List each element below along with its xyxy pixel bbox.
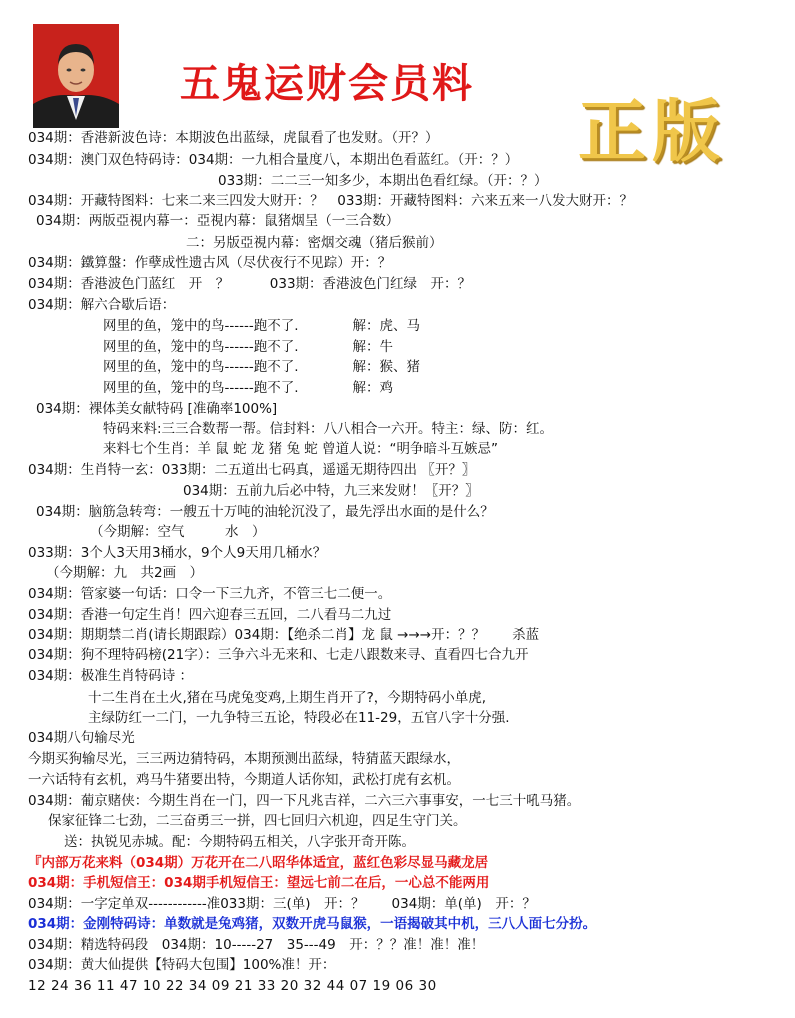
text-line: 034期：管家婆一句话：口令一下三九齐，不管三七二便一。	[28, 586, 392, 602]
text-line: 保家征锋二七劲，二三奋勇三一拼，四七回归六机迎，四足生守门关。	[48, 813, 467, 829]
text-line: 034期：脑筋急转弯：一艘五十万吨的油轮沉没了，最先浮出水面的是什么？	[36, 504, 494, 520]
text-line: 034期：香港新波色诗：本期波色出蓝绿，虎鼠看了也发财。（开？）	[28, 130, 439, 146]
text-line: 034期：五前九后必中特，九三来发财！〖开？〗	[183, 483, 479, 499]
text-line: 034期：极准生肖特码诗 ：	[28, 668, 194, 684]
text-line: （今期解：九 共2画 ）	[46, 565, 204, 581]
text-line: 主绿防红一二门，一九争特三五论，特段必在11-29，五官八字十分强.	[88, 710, 510, 726]
text-line: 今期买狗输尽光，三三两边猜特码，本期预测出蓝绿，特猜蓝天跟绿水，	[28, 751, 460, 767]
text-line-highlight: 034期：手机短信王：034期手机短信王：望远七前二在后，一心总不能两用	[28, 875, 490, 891]
text-line: 034期：狗不理特码榜(21字）：三争六斗无来和、七走八跟数来寻、直看四七合九开	[28, 647, 529, 663]
text-line: 034期：裸体美女献特码 [准确率100%]	[36, 401, 278, 417]
text-line: 034期：澳门双色特码诗：034期：一九相合量度八，本期出色看蓝红。（开：？）	[28, 152, 519, 168]
text-line: 一六话特有玄机，鸡马牛猪要出特，今期道人话你知，武松打虎有玄机。	[28, 772, 460, 788]
text-line: 034期：香港波色门蓝红 开 ？ 033期：香港波色门红绿 开：？	[28, 276, 472, 292]
text-line: 034期：鐵算盤：作孽成性遗古风（尽伏夜行不见踪）开：？	[28, 255, 392, 271]
text-line-highlight: 034期：金刚特码诗：单数就是兔鸡猪，双数开虎马鼠猴，一语揭破其中机，三八人面七分扮。	[28, 916, 597, 932]
text-line: 网里的鱼，笼中的鸟------跑不了. 解：鸡	[103, 380, 394, 396]
text-line: 网里的鱼，笼中的鸟------跑不了. 解：牛	[103, 339, 394, 355]
text-line: 034期：一字定单双------------准033期：三(单) 开：？ 034期：单(单) 开：？	[28, 896, 536, 912]
text-line: 网里的鱼，笼中的鸟------跑不了. 解：猴、猪	[103, 359, 421, 375]
authentic-stamp: 正版	[578, 93, 727, 172]
text-line: 送：执锐见赤城。配：今期特码五相关，八字张开奇开陈。	[64, 834, 415, 850]
page-title: 五鬼运财会员料	[180, 61, 474, 107]
text-line: 034期八句输尽光	[28, 730, 135, 746]
text-line: 033期：二二三一知多少，本期出色看红绿。（开：？）	[218, 173, 548, 189]
text-line: 十二生肖在土火,猪在马虎兔变鸡,上期生肖开了?，今期特码小单虎,	[88, 690, 487, 706]
text-line: 034期：香港一句定生肖！四六迎春三五回，二八看马二九过	[28, 607, 392, 623]
text-line: 034期：解六合歇后语：	[28, 297, 176, 313]
text-line: 034期：两版亞視内幕一：亞視内幕：鼠猪烟呈（一三合数）	[36, 213, 400, 229]
text-line: 034期：葡京赌侠：今期生肖在一门，四一下凡兆吉祥，二六三六事事安，一七三十吼马猪。	[28, 793, 581, 809]
portrait-illustration	[33, 24, 119, 128]
text-line: 034期：精选特码段 034期：10-----27 35---49 开：？？准！准！准！	[28, 937, 485, 953]
text-line: 034期：期期禁二肖(请长期跟踪）034期：【绝杀二肖】龙 鼠 →→→开：？？ 杀蓝	[28, 627, 540, 643]
text-line: 034期：生肖特一玄：033期：二五道出七码真，遥遥无期待四出 〖开？〗	[28, 462, 476, 478]
text-line: 网里的鱼，笼中的鸟------跑不了. 解：虎、马	[103, 318, 421, 334]
text-line: 033期：3个人3天用3桶水，9个人9天用几桶水？	[28, 545, 327, 561]
number-list: 12 24 36 11 47 10 22 34 09 21 33 20 32 44 07 19 06 30	[28, 978, 437, 994]
text-line: 034期：黄大仙提供【特码大包围】100%准！开：	[28, 957, 336, 973]
text-line: 034期：开藏特图料：七来二来三四发大财开：？ 033期：开藏特图料：六来五来一八发大财开：？	[28, 193, 634, 209]
portrait-photo	[33, 24, 119, 128]
text-line: 来料七个生肖：羊 鼠 蛇 龙 猪 兔 蛇 曾道人说：“明争暗斗互嫉忌”	[103, 441, 499, 457]
text-line: 特码来料:三三合数帮一帮。信封料：八八相合一六开。特主：绿、防：红。	[103, 421, 554, 437]
text-line-highlight: 『内部万花来料（034期）万花开在二八昭华体适宜，蓝红色彩尽显马藏龙居	[28, 855, 489, 871]
text-line: 二：另版亞視内幕：密烟交魂（猪后猴前）	[186, 235, 443, 251]
text-line: （今期解：空气 水 ）	[90, 524, 266, 540]
